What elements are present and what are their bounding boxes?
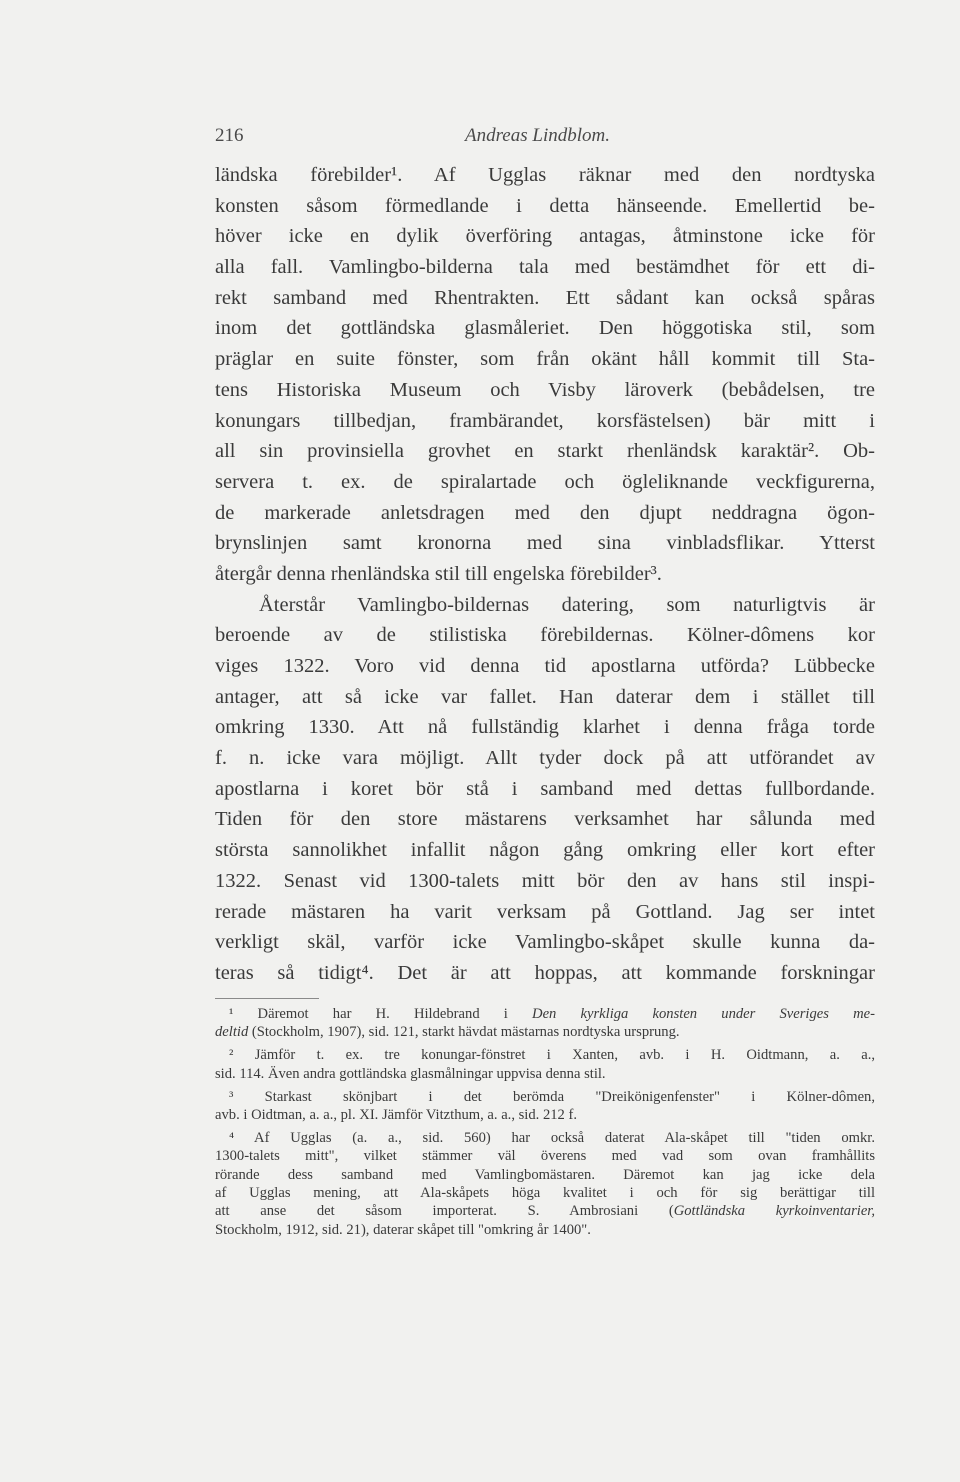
text-line: teras så tidigt⁴. Det är att hoppas, att kommande forskningar [215, 961, 875, 984]
text-line: brynslinjen samt kronorna med sina vinbladsflikar. Ytterst [215, 532, 875, 555]
footnote-line: avb. i Oidtman, a. a., pl. XI. Jämför Vitzthum, a. a., sid. 212 f. [215, 1106, 578, 1123]
text-line: 1322. Senast vid 1300-talets mitt bör den av hans stil inspi- [215, 869, 875, 892]
text-line: Återstår Vamlingbo-bildernas datering, som naturligtvis är [259, 593, 875, 616]
footnote-line: 1300-talets mitt", vilket stämmer väl överens med vad som ovan framhållits [215, 1148, 875, 1165]
text-line: höver icke en dylik överföring antagas, åtminstone icke för [215, 225, 875, 248]
main-text [215, 160, 875, 989]
footnotes [215, 1005, 875, 1239]
text-line: f. n. icke vara möjligt. Allt tyder dock på att utförandet av [215, 747, 875, 770]
footnote-line: Stockholm, 1912, sid. 21), daterar skåpet till "omkring år 1400". [215, 1221, 591, 1238]
footnote-line: ² Jämför t. ex. tre konungar-fönstret i Xanten, avb. i H. Oidtmann, a. a., [229, 1047, 875, 1064]
text-line: återgår denna rhenländska stil till engelska förebilder³. [215, 562, 662, 585]
text-line: antager, att så icke var fallet. Han daterar dem i stället till [215, 685, 875, 708]
running-head: Andreas Lindblom. [465, 125, 610, 146]
text-line: de markerade anletsdragen med den djupt neddragna ögon- [215, 501, 875, 524]
page-header [215, 121, 875, 151]
footnote-4 [215, 1129, 875, 1239]
footnote-1 [215, 1005, 875, 1042]
footnote-line: ¹ Däremot har H. Hildebrand i Den kyrkliga konsten under Sveriges me- [229, 1006, 875, 1022]
text-line: ländska förebilder¹. Af Ugglas räknar med den nordtyska [215, 164, 875, 186]
text-line: omkring 1330. Att nå fullständig klarhet i denna fråga torde [215, 716, 875, 739]
text-line: all sin provinsiella grovhet en starkt rhenländsk karaktär². Ob- [215, 440, 875, 463]
footnote-line: att anse det såsom importerat. S. Ambrosiani (Gottländska kyrkoinventarier, [215, 1203, 875, 1220]
text-line: servera t. ex. de spiralartade och ögleliknande veckfigurerna, [215, 470, 875, 493]
page-number: 216 [215, 125, 244, 146]
text-line: apostlarna i koret bör stå i samband med dettas fullbordande. [215, 777, 875, 800]
text-line: verkligt skäl, varför icke Vamlingbo-skåpet skulle kunna da- [215, 931, 875, 954]
text-line: viges 1322. Voro vid denna tid apostlarna utförda? Lübbecke [215, 655, 875, 677]
footnote-line: sid. 114. Även andra gottländska glasmålningar uppvisa denna stil. [215, 1065, 606, 1082]
footnote-line: ³ Starkast skönjbart i det berömda "Dreikönigenfenster" i Kölner-dômen, [229, 1088, 875, 1105]
text-line: konsten såsom förmedlande i detta hänseende. Emellertid be- [215, 194, 875, 217]
text-line: största sannolikhet infallit någon gång omkring eller kort efter [215, 839, 875, 862]
footnote-line: rörande dess samband med Vamlingbomästaren. Däremot kan jag icke dela [215, 1166, 875, 1183]
footnote-line: deltid (Stockholm, 1907), sid. 121, starkt hävdat mästarnas nordtyska ursprung. [215, 1024, 680, 1041]
text-line: konungars tillbedjan, frambärandet, korsfästelsen) bär mitt i [215, 409, 875, 432]
footnote-line: af Ugglas mening, att Ala-skåpets höga kvalitet i och för sig berättigar till [215, 1185, 875, 1202]
footnote-divider [215, 998, 319, 999]
text-line: präglar en suite fönster, som från okänt håll kommit till Sta- [215, 348, 875, 371]
text-line: inom det gottländska glasmåleriet. Den höggotiska stil, som [215, 317, 875, 340]
footnote-2 [215, 1046, 875, 1083]
text-line: Tiden för den store mästarens verksamhet har sålunda med [215, 808, 875, 831]
text-line: rekt samband med Rhentrakten. Ett sådant kan också spåras [215, 286, 875, 309]
text-line: rerade mästaren ha varit verksam på Gottland. Jag ser intet [215, 900, 875, 923]
text-line: beroende av de stilistiska förebildernas. Kölner-dômens kor [215, 624, 875, 647]
footnote-line: ⁴ Af Ugglas (a. a., sid. 560) har också daterat Ala-skåpet till "tiden omkr. [229, 1129, 875, 1146]
text-line: tens Historiska Museum och Visby läroverk (bebådelsen, tre [215, 378, 875, 401]
text-line: alla fall. Vamlingbo-bilderna tala med bestämdhet för ett di- [215, 256, 875, 279]
footnote-3 [215, 1088, 875, 1125]
